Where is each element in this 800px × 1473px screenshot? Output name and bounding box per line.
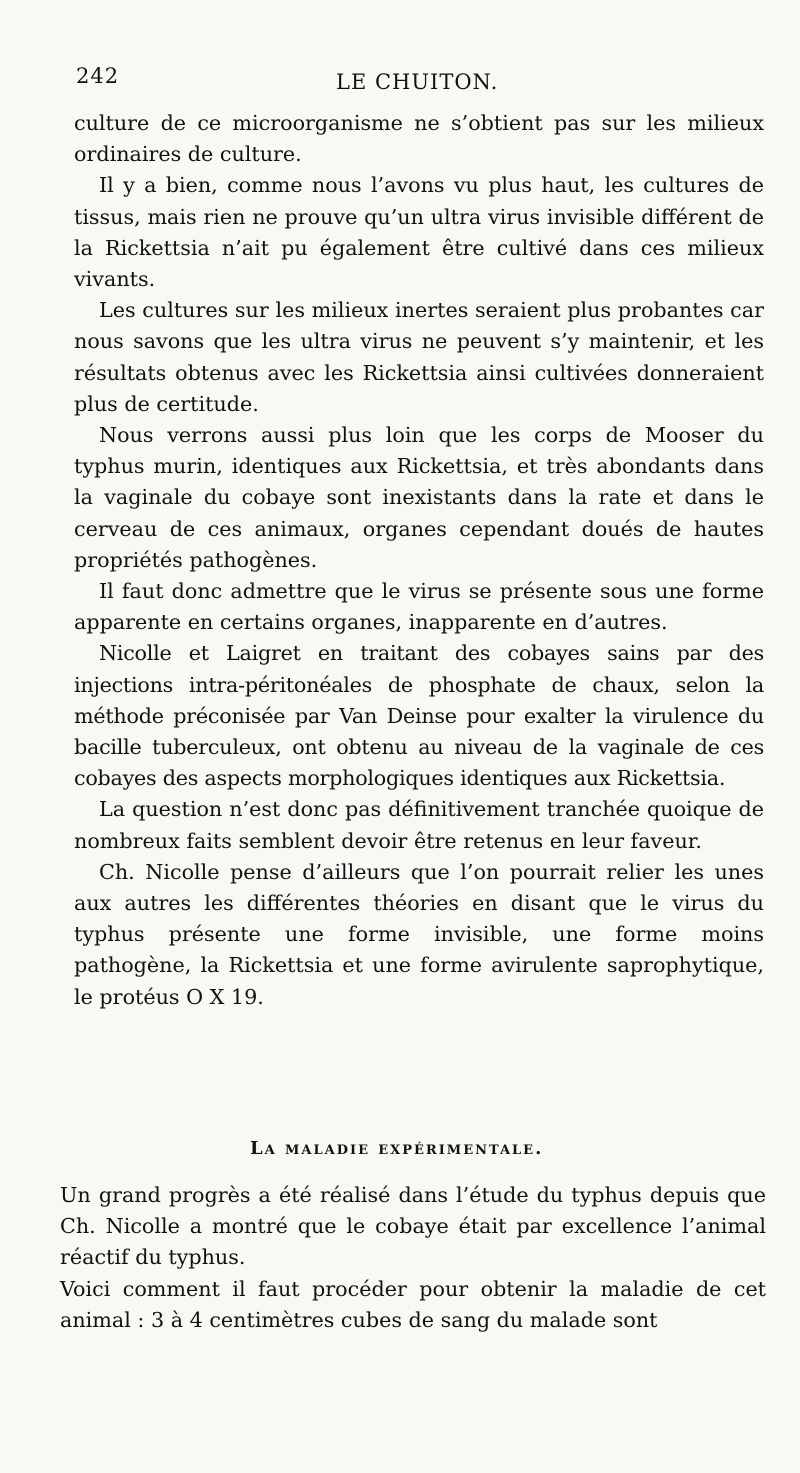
paragraph: Nicolle et Laigret en traitant des cobayes sains par des injections intra-péritonéales de phosphate de chaux, selon la méthode préconisée par Van Deinse pour exalter la virulence du bacille tuberculeux, ont obtenu au niveau de la vaginale de ces cobayes des aspects morphologiques identiques aux Rickettsia. bbox=[74, 641, 764, 791]
running-title: LE CHUITON. bbox=[336, 70, 499, 94]
body-text-continued bbox=[60, 1180, 766, 1336]
paragraph: culture de ce microorganisme ne s’obtient pas sur les milieux ordinaires de culture. bbox=[74, 111, 764, 167]
paragraph: Il faut donc admettre que le virus se présente sous une forme apparente en certains organes, inapparente en d’autres. bbox=[74, 579, 764, 635]
paragraph: Un grand progrès a été réalisé dans l’étude du typhus depuis que Ch. Nicolle a montré que le cobaye était par excellence l’animal réactif du typhus. bbox=[60, 1183, 766, 1270]
paragraph: Les cultures sur les milieux inertes seraient plus probantes car nous savons que les ultra virus ne peuvent s’y maintenir, et les résultats obtenus avec les Rickettsia ainsi cultivées donneraient plus de certitude. bbox=[74, 298, 764, 416]
paragraph: Nous verrons aussi plus loin que les corps de Mooser du typhus murin, identiques aux Rickettsia, et très abondants dans la vaginale du cobaye sont inexistants dans la rate et dans le cerveau de ces animaux, organes cependant doués de hautes propriétés pathogènes. bbox=[74, 423, 764, 572]
paragraph: La question n’est donc pas définitivement tranchée quoique de nombreux faits semblent devoir être retenus en leur faveur. bbox=[74, 797, 764, 853]
page-number: 242 bbox=[76, 64, 120, 88]
page-header bbox=[74, 64, 764, 104]
body-text bbox=[74, 108, 764, 1013]
paragraph: Ch. Nicolle pense d’ailleurs que l’on pourrait relier les unes aux autres les différentes théories en disant que le virus du typhus présente une forme invisible, une forme moins pathogène, la Rickettsia et une forme avirulente saprophytique, le protéus O X 19. bbox=[74, 859, 764, 1009]
section-heading: La maladie expérimentale. bbox=[250, 1138, 544, 1159]
paragraph: Voici comment il faut procéder pour obtenir la maladie de cet animal : 3 à 4 centimètres cubes de sang du malade sont bbox=[60, 1276, 766, 1332]
paragraph: Il y a bien, comme nous l’avons vu plus haut, les cultures de tissus, mais rien ne prouve qu’un ultra virus invisible différent de la Rickettsia n’ait pu également être cultivé dans ces milieux vivants. bbox=[74, 173, 764, 292]
